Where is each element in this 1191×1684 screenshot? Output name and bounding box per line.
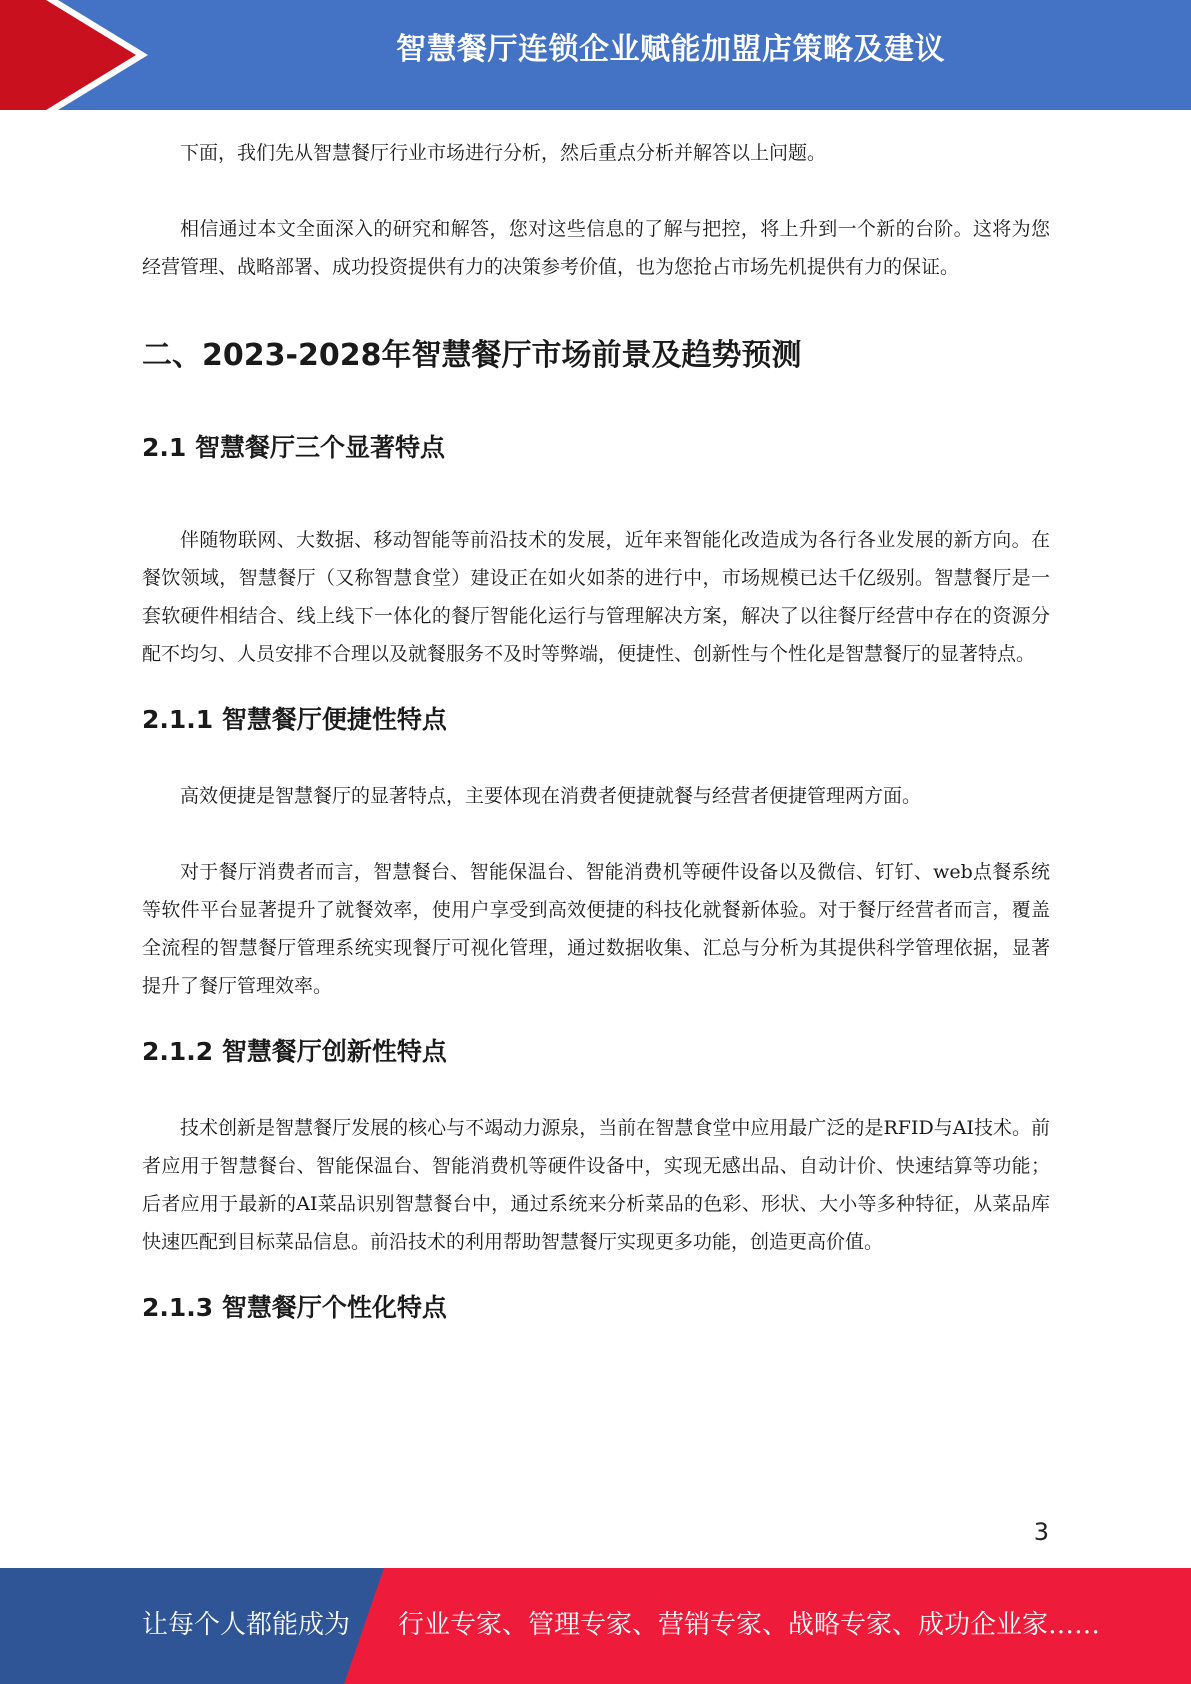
footer-slogan-right: 行业专家、管理专家、营销专家、战略专家、成功企业家…… — [398, 1610, 1101, 1640]
page-footer — [0, 1568, 1191, 1684]
paragraph-2-1-1-a: 高效便捷是智慧餐厅的显著特点，主要体现在消费者便捷就餐与经营者便捷管理两方面。 — [180, 785, 922, 807]
paragraph-2-1: 伴随物联网、大数据、移动智能等前沿技术的发展，近年来智能化改造成为各行各业发展的新方向。在餐饮领域，智慧餐厅（又称智慧食堂）建设正在如火如荼的进行中，市场规模已达千亿级别。智慧餐厅是一套软硬件相结合、线上线下一体化的餐厅智能化运行与管理解决方案，解决了以往餐厅经营中存在的资源分配不均匀、人员安排不合理以及就餐服务不及时等弊端，便捷性、创新性与个性化是智慧餐厅的显著特点。 — [142, 529, 1050, 665]
intro-paragraph-1: 下面，我们先从智慧餐厅行业市场进行分析，然后重点分析并解答以上问题。 — [180, 142, 827, 164]
page-header — [0, 0, 1191, 110]
header-title: 智慧餐厅连锁企业赋能加盟店策略及建议 — [396, 32, 945, 67]
intro-paragraph-2: 相信通过本文全面深入的研究和解答，您对这些信息的了解与把控，将上升到一个新的台阶。这将为您经营管理、战略部署、成功投资提供有力的决策参考价值，也为您抢占市场先机提供有力的保证。 — [142, 218, 1050, 278]
subsection-heading-2-1-2: 2.1.2 智慧餐厅创新性特点 — [142, 1037, 447, 1066]
header-arrow-decoration — [0, 0, 160, 110]
paragraph-2-1-1-b: 对于餐厅消费者而言，智慧餐台、智能保温台、智能消费机等硬件设备以及微信、钉钉、web点餐系统等软件平台显著提升了就餐效率，使用户享受到高效便捷的科技化就餐新体验。对于餐厅经营者而言，覆盖全流程的智慧餐厅管理系统实现餐厅可视化管理，通过数据收集、汇总与分析为其提供科学管理依据，显著提升了餐厅管理效率。 — [142, 861, 1050, 997]
section-heading: 二、2023-2028年智慧餐厅市场前景及趋势预测 — [142, 338, 802, 373]
header-arrow-red — [0, 0, 136, 110]
paragraph-2-1-2: 技术创新是智慧餐厅发展的核心与不竭动力源泉，当前在智慧食堂中应用最广泛的是RFID与AI技术。前者应用于智慧餐台、智能保温台、智能消费机等硬件设备中，实现无感出品、自动计价、快速结算等功能；后者应用于最新的AI菜品识别智慧餐台中，通过系统来分析菜品的色彩、形状、大小等多种特征，从菜品库快速匹配到目标菜品信息。前沿技术的利用帮助智慧餐厅实现更多功能，创造更高价值。 — [142, 1117, 1050, 1253]
document-body — [142, 134, 1050, 1325]
subsection-heading-2-1-1: 2.1.1 智慧餐厅便捷性特点 — [142, 705, 447, 734]
subsection-heading-2-1: 2.1 智慧餐厅三个显著特点 — [142, 433, 445, 462]
page-number: 3 — [1033, 1518, 1049, 1546]
subsection-heading-2-1-3: 2.1.3 智慧餐厅个性化特点 — [142, 1293, 447, 1322]
footer-slogan-left: 让每个人都能成为 — [142, 1610, 351, 1640]
